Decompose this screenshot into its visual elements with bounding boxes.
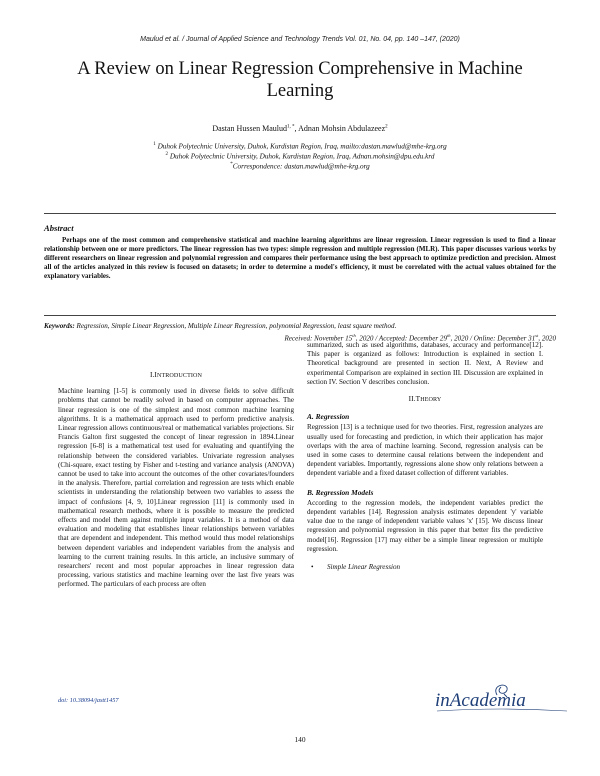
- divider-bottom: [44, 315, 556, 316]
- received-part-1: Received: November 15: [284, 334, 353, 343]
- bullet-item: [307, 563, 543, 572]
- right-column: [307, 341, 543, 572]
- correspondence: [0, 162, 600, 170]
- bullet-dot-icon: •: [311, 563, 314, 572]
- received-part-3: , 2020 / Online: December 31: [450, 334, 536, 343]
- received-sup-3: st: [535, 333, 539, 338]
- inacademia-logo-icon: [435, 680, 569, 720]
- affiliation-2-text: Duhok Polytechnic University, Duhok, Kurdistan Region, Iraq, Adnan.mohsin@dpu.edu.krd: [168, 152, 435, 161]
- page-number: 140: [294, 735, 306, 744]
- affiliation-1-text: Duhok Polytechnic University, Duhok, Kurdistan Region, Iraq, mailto:dastan.mawlud@mhe-krg.org: [155, 142, 447, 151]
- keywords: [44, 322, 556, 330]
- author-1: Dastan Hussen Maulud: [212, 124, 287, 133]
- left-column: [58, 370, 294, 590]
- regression-models-paragraph: According to the regression models, the independent variables predict the dependent variables [14]. Regression analysis estimates dependent 'y' variable value due to the range of independent variable values 'x' [15]. We discuss linear regression and polynomial regression in this paper that better fits the predictive model[16]. Regression [17] may either be a simple linear regression or multiple regression.: [307, 498, 543, 553]
- paper-title: A Review on Linear Regression Comprehensive in Machine Learning: [77, 59, 523, 101]
- inacademia-logo: [435, 680, 569, 720]
- bullet-text: Simple Linear Regression: [327, 563, 401, 572]
- regression-paragraph: Regression [13] is a technique used for two theories. First, regression analyzes are usually used for forecasting and prediction, in which their application has major overlaps with the area of machine learning. Second, regression analysis can be used in some cases to determine causal relations between the independent and dependent variables. Importantly, regressions alone show only relations between a dependent variable and a fixed dataset collection of different variables.: [307, 423, 543, 478]
- abstract-text: Perhaps one of the most common and comprehensive statistical and machine learning algorithms are linear regression. Linear regression is used to find a linear relationship between one or more predictors. The linear regression has two types: simple regression and multiple regression (MLR). This paper discusses various works by different researchers on linear regression and polynomial regression and compares their performance using the best approach to optimize prediction and precision. Almost all of the articles analyzed in this review is focused on datasets; in order to determine a model's efficiency, it must be correlated with the actual values obtained for the explanatory variables.: [44, 236, 556, 280]
- correspondence-sup: *: [230, 162, 233, 167]
- section-2-number: II.: [408, 394, 416, 404]
- affiliation-1-sup: 1: [153, 142, 156, 147]
- introduction-paragraph: Machine learning [1-5] is commonly used in diverse fields to solve difficult problems that cannot be readily solved in based on computer approaches. The linear regression is one of the simplest and most common machine learning algorithms. It is a mathematical approach used to perform predictive analysis. Linear regression allows continuous/real or mathematical variables projections. Sir Francis Galton first suggested the concept of linear regression in 1894.Linear regression [6-8] is a mathematical test used for evaluating and quantifying the relationship between the considered variables. Univariate regression analyses (Chi-square, exact testing by Fisher and t-testing and variance analysis (ANOVA) cannot be used to take into account the outcomes of the other covariates/founders in the analysis. Therefore, partial correlation and regression are tests which enable scientists in understanding the relationship between two variables to assess the impact of confusions [4, 9, 10].Linear regression [11] is commonly used in mathematical research methods, where it is possible to measure the predicted effects and model them against multiple input variables. It is a method of data evaluation and modeling that establishes linear relationships between variables that are dependent and independent. This method would thus model relationships between dependent variables and independent variables from the analysis and learning to the current training results. In this article, an inclusive summary of researchers' recent and most popular approaches in linear regression data processing, various statistics and machine learning over the last five years was performed. The particulars of each process are often: [58, 387, 294, 589]
- author-2: Adnan Mohsin Abdulazeez: [298, 124, 386, 133]
- affiliation-2-sup: 2: [165, 152, 169, 157]
- received-sup-2: th: [447, 333, 451, 338]
- affiliation-1: [0, 142, 600, 150]
- intro-continued-paragraph: summarized, such as used algorithms, databases, accuracy and performance[12]. This paper is organized as follows: Introduction is explained in section I. Theoretical background are presented in section II. Next, A Review and experimental Comparison are explained in section III. Discussion are explained in section IV. Section V describes conclusion.: [307, 341, 543, 386]
- journal-header: Maulud et al. / Journal of Applied Science and Technology Trends Vol. 01, No. 04, pp. 140 –147, (2020): [140, 36, 460, 43]
- doi-link[interactable]: doi: 10.38094/jastt1457: [58, 697, 119, 704]
- section-2-rest: HEORY: [420, 397, 442, 404]
- received-sup-1: th: [352, 333, 356, 338]
- keywords-label: Keywords:: [44, 322, 75, 330]
- section-theory-title: [307, 394, 543, 405]
- section-2-initial: T: [415, 394, 421, 404]
- correspondence-text: Correspondence: dastan.mawlud@mhe-krg.org: [232, 162, 370, 171]
- author-1-sup: 1, *: [287, 124, 295, 130]
- affiliation-2: [0, 152, 600, 160]
- received-part-4: , 2020: [538, 334, 556, 343]
- section-1-number: I.: [149, 370, 155, 379]
- author-separator: ,: [294, 124, 299, 133]
- subsection-regression-models-title: B. Regression Models: [307, 487, 374, 497]
- section-1-rest: NTRODUCTION: [156, 373, 203, 379]
- section-introduction-title: [58, 370, 294, 381]
- abstract-heading: Abstract: [44, 223, 74, 233]
- section-1-initial: I: [154, 370, 157, 379]
- received-part-2: , 2020 / Accepted: December 29: [355, 334, 448, 343]
- logo-text: inAcademia: [435, 690, 526, 711]
- authors-line: [0, 124, 600, 133]
- subsection-regression-title: A. Regression: [307, 412, 350, 422]
- keywords-text: Regression, Simple Linear Regression, Multiple Linear Regression, polynomial Regression, least square method.: [74, 322, 397, 330]
- author-2-sup: 2: [385, 124, 388, 130]
- divider-top: [44, 213, 556, 214]
